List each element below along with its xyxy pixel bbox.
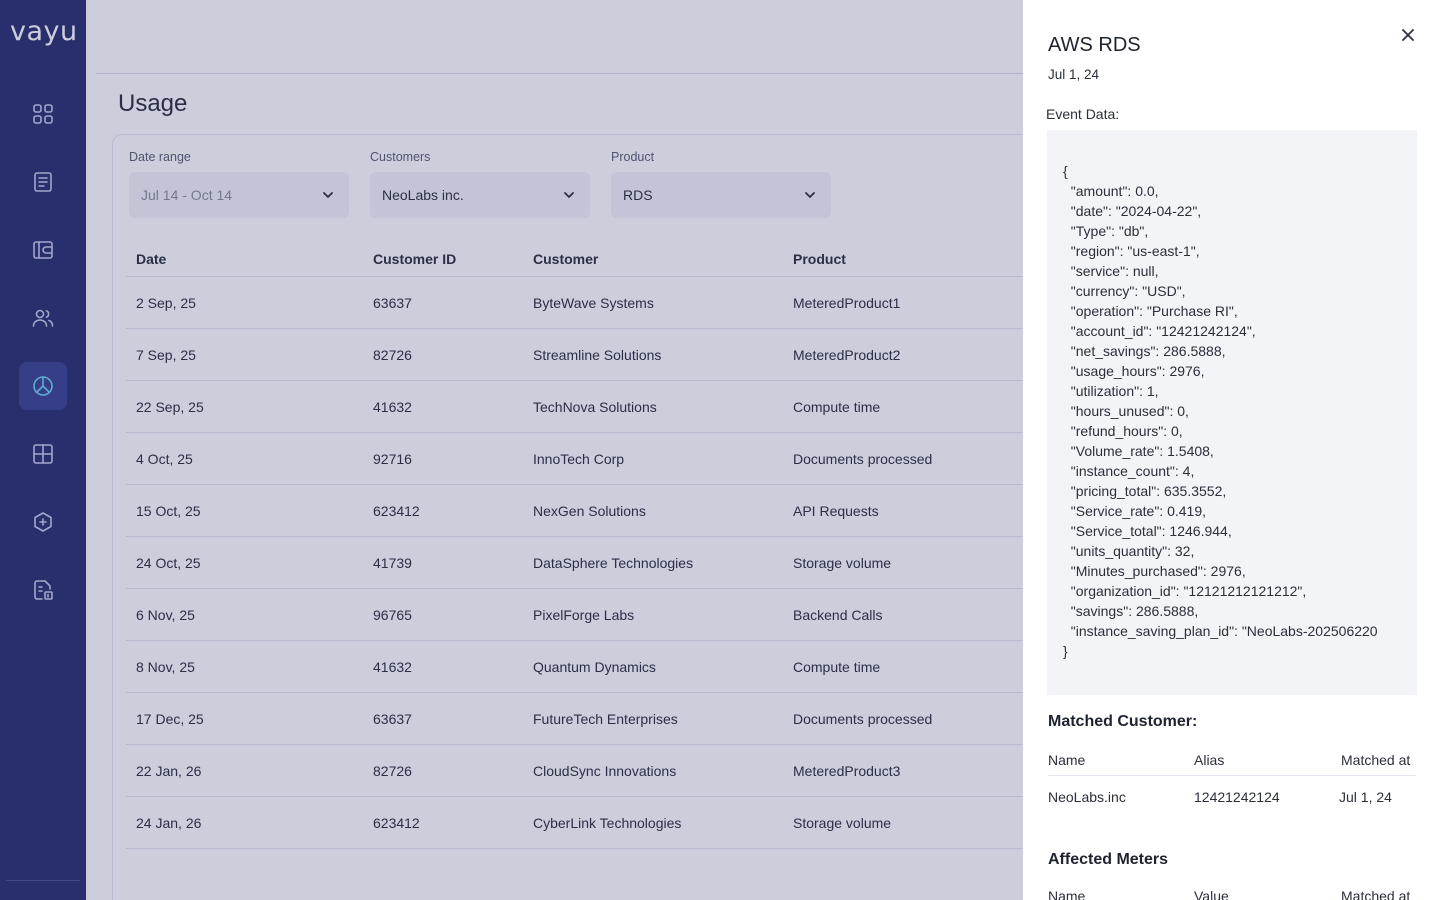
close-button[interactable] (1399, 26, 1417, 44)
product-label: Product (611, 150, 655, 164)
header-product[interactable]: Product (793, 251, 846, 267)
page-title: Usage (118, 90, 188, 117)
drawer-title: AWS RDS (1048, 34, 1141, 56)
header-customer[interactable]: Customer (533, 251, 599, 267)
cell-product: Documents processed (793, 711, 933, 727)
cell-product: Documents processed (793, 451, 933, 467)
matched-name: NeoLabs.inc (1048, 789, 1126, 805)
cell-customer: CyberLink Technologies (533, 815, 682, 831)
event-data-json: { "amount": 0.0, "date": "2024-04-22", "Type": "db", "region": "us-east-1", "service": null, "currency": "USD", "operation": "Purchase RI", "account_id": "12421242124", "net_savings": 286.5888, "usage_hours": 2976, "utilization": 1, "hours_unused": 0, "refund_hours": 0, "Volume_rate": 1.5408, "instance_count": 4, "pricing_total": 635.3552, "Service_rate": 0.419, "Service_total": 1246.944, "units_quantity": 32, "Minutes_purchased": 2976, "organization_id": "12121212121212", "savings": 286.5888, "instance_saving_plan_id": "NeoLabs-202506220 } (1047, 130, 1417, 695)
cell-customer: DataSphere Technologies (533, 555, 694, 571)
cell-date: 4 Oct, 25 (136, 451, 193, 467)
customers-value: NeoLabs inc. (382, 187, 464, 203)
event-detail-drawer (1023, 0, 1440, 900)
cell-product: MeteredProduct1 (793, 295, 901, 311)
cell-product: Storage volume (793, 815, 892, 831)
cell-customer: CloudSync Innovations (533, 763, 677, 779)
cell-date: 17 Dec, 25 (136, 711, 204, 727)
matched-customer-title: Matched Customer: (1048, 713, 1198, 730)
drawer-date: Jul 1, 24 (1048, 67, 1100, 82)
close-icon (1402, 29, 1414, 41)
matched-header-name: Name (1048, 752, 1086, 768)
cell-product: MeteredProduct3 (793, 763, 901, 779)
cell-date: 8 Nov, 25 (136, 659, 195, 675)
cell-date: 2 Sep, 25 (136, 295, 196, 311)
date-range-value: Jul 14 - Oct 14 (141, 187, 233, 203)
cell-date: 7 Sep, 25 (136, 347, 196, 363)
cell-customer: PixelForge Labs (533, 607, 635, 623)
matched-header-alias: Alias (1194, 752, 1225, 768)
cell-customer: Streamline Solutions (533, 347, 662, 363)
cell-customer: NexGen Solutions (533, 503, 646, 519)
cell-customer-id: 63637 (373, 295, 412, 311)
event-data-label: Event Data: (1046, 106, 1120, 122)
cell-customer: TechNova Solutions (533, 399, 657, 415)
matched-divider (1048, 775, 1416, 776)
cell-product: Compute time (793, 399, 881, 415)
cell-date: 15 Oct, 25 (136, 503, 201, 519)
cell-product: Storage volume (793, 555, 892, 571)
cell-product: API Requests (793, 503, 879, 519)
cell-customer-id: 63637 (373, 711, 412, 727)
product-value: RDS (623, 187, 653, 203)
cell-product: MeteredProduct2 (793, 347, 901, 363)
cell-product: Backend Calls (793, 607, 883, 623)
customers-label: Customers (370, 150, 431, 164)
cell-date: 24 Jan, 26 (136, 815, 202, 831)
cell-customer: FutureTech Enterprises (533, 711, 678, 727)
cell-customer: ByteWave Systems (533, 295, 654, 311)
cell-date: 6 Nov, 25 (136, 607, 195, 623)
cell-customer-id: 623412 (373, 503, 420, 519)
cell-customer-id: 82726 (373, 347, 412, 363)
cell-customer-id: 41632 (373, 399, 412, 415)
meters-header-name: Name (1048, 888, 1086, 900)
vayu-logo[interactable]: vayu (10, 16, 78, 47)
cell-product: Compute time (793, 659, 881, 675)
cell-date: 24 Oct, 25 (136, 555, 201, 571)
cell-customer-id: 41739 (373, 555, 412, 571)
matched-alias: 12421242124 (1194, 789, 1280, 805)
cell-customer-id: 623412 (373, 815, 420, 831)
matched-header-matched-at: Matched at (1341, 752, 1411, 768)
date-range-label: Date range (129, 150, 191, 164)
cell-customer: Quantum Dynamics (533, 659, 656, 675)
cell-date: 22 Jan, 26 (136, 763, 202, 779)
meters-header-value: Value (1194, 888, 1229, 900)
header-customer-id[interactable]: Customer ID (373, 251, 457, 267)
header-date[interactable]: Date (136, 251, 167, 267)
cell-customer-id: 96765 (373, 607, 412, 623)
affected-meters-title: Affected Meters (1048, 851, 1169, 868)
cell-date: 22 Sep, 25 (136, 399, 204, 415)
meters-header-matched-at: Matched at (1341, 888, 1411, 900)
cell-customer: InnoTech Corp (533, 451, 625, 467)
matched-at: Jul 1, 24 (1339, 789, 1392, 805)
cell-customer-id: 92716 (373, 451, 412, 467)
cell-customer-id: 82726 (373, 763, 412, 779)
cell-customer-id: 41632 (373, 659, 412, 675)
